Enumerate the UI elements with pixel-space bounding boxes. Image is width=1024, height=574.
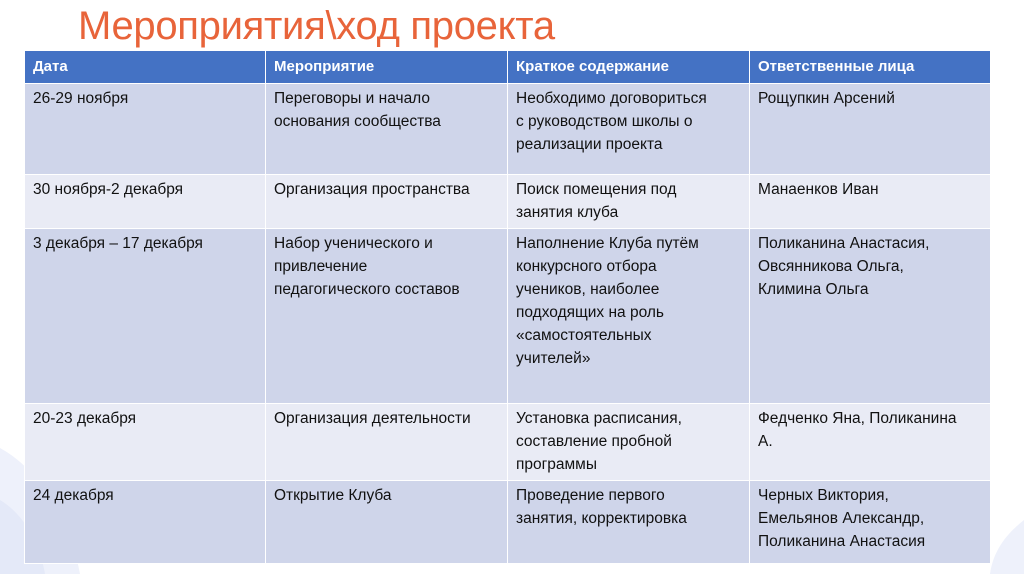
cell-date bbox=[25, 229, 266, 404]
cell-date bbox=[25, 404, 266, 481]
cell-text-line: основания сообщества bbox=[274, 113, 441, 130]
cell-date bbox=[25, 481, 266, 564]
project-schedule-table bbox=[24, 50, 991, 564]
cell-text-line: Поликанина Анастасия, bbox=[758, 235, 930, 252]
table-row bbox=[25, 229, 991, 404]
slide-title: Мероприятия\ход проекта bbox=[78, 4, 555, 48]
cell-responsible bbox=[750, 84, 991, 175]
cell-responsible bbox=[750, 404, 991, 481]
cell-summary bbox=[508, 404, 750, 481]
cell-text-line: занятия, корректировка bbox=[516, 510, 687, 527]
cell-text-line: учителей» bbox=[516, 350, 591, 367]
cell-text-line: Переговоры и начало bbox=[274, 90, 431, 107]
cell-text-line: Климина Ольга bbox=[758, 281, 869, 298]
cell-text-line: Овсянникова Ольга, bbox=[758, 258, 904, 275]
cell-date bbox=[25, 84, 266, 175]
cell-event bbox=[266, 175, 508, 229]
cell-text-line: Поиск помещения под bbox=[516, 181, 677, 198]
header-event: Мероприятие bbox=[266, 51, 508, 84]
cell-text: 3 декабря – 17 декабря bbox=[33, 235, 203, 252]
cell-summary bbox=[508, 229, 750, 404]
cell-text-line: Набор ученического и bbox=[274, 235, 433, 252]
cell-text-line: с руководством школы о bbox=[516, 113, 693, 130]
cell-text-line: Установка расписания, bbox=[516, 410, 682, 427]
table-row bbox=[25, 175, 991, 229]
cell-text-line: реализации проекта bbox=[516, 136, 663, 153]
cell-summary bbox=[508, 84, 750, 175]
cell-text: 30 ноября-2 декабря bbox=[33, 181, 184, 198]
cell-text-line: Поликанина Анастасия bbox=[758, 533, 926, 550]
cell-event bbox=[266, 481, 508, 564]
cell-text-line: программы bbox=[516, 456, 597, 473]
cell-text-line: Организация деятельности bbox=[274, 410, 471, 427]
cell-summary bbox=[508, 175, 750, 229]
cell-responsible bbox=[750, 481, 991, 564]
header-date: Дата bbox=[25, 51, 266, 84]
cell-text-line: конкурсного отбора bbox=[516, 258, 657, 275]
cell-text-line: составление пробной bbox=[516, 433, 672, 450]
cell-text-line: А. bbox=[758, 433, 773, 450]
cell-date bbox=[25, 175, 266, 229]
cell-text-line: Федченко Яна, Поликанина bbox=[758, 410, 957, 427]
cell-text-line: учеников, наиболее bbox=[516, 281, 660, 298]
header-responsible: Ответственные лица bbox=[750, 51, 991, 84]
table-row bbox=[25, 84, 991, 175]
cell-text-line: Рощупкин Арсений bbox=[758, 90, 895, 107]
cell-summary bbox=[508, 481, 750, 564]
cell-text: 24 декабря bbox=[33, 487, 114, 504]
cell-text-line: Наполнение Клуба путём bbox=[516, 235, 699, 252]
table-row bbox=[25, 404, 991, 481]
table-row bbox=[25, 481, 991, 564]
cell-text-line: педагогического составов bbox=[274, 281, 460, 298]
cell-text: 20-23 декабря bbox=[33, 410, 137, 427]
cell-text-line: Емельянов Александр, bbox=[758, 510, 925, 527]
bottom-right-wave bbox=[990, 520, 1024, 574]
cell-text-line: Необходимо договориться bbox=[516, 90, 707, 107]
table-header-row bbox=[25, 51, 991, 84]
cell-event bbox=[266, 404, 508, 481]
header-summary: Краткое содержание bbox=[508, 51, 750, 84]
cell-event bbox=[266, 84, 508, 175]
cell-text-line: Черных Виктория, bbox=[758, 487, 889, 504]
cell-text-line: Проведение первого bbox=[516, 487, 665, 504]
cell-text-line: Организация пространства bbox=[274, 181, 470, 198]
cell-text-line: подходящих на роль bbox=[516, 304, 664, 321]
cell-text-line: Манаенков Иван bbox=[758, 181, 879, 198]
cell-event bbox=[266, 229, 508, 404]
cell-text-line: «самостоятельных bbox=[516, 327, 652, 344]
cell-responsible bbox=[750, 229, 991, 404]
cell-text: 26-29 ноября bbox=[33, 90, 129, 107]
cell-text-line: привлечение bbox=[274, 258, 368, 275]
cell-text-line: Открытие Клуба bbox=[274, 487, 392, 504]
cell-responsible bbox=[750, 175, 991, 229]
cell-text-line: занятия клуба bbox=[516, 204, 619, 221]
